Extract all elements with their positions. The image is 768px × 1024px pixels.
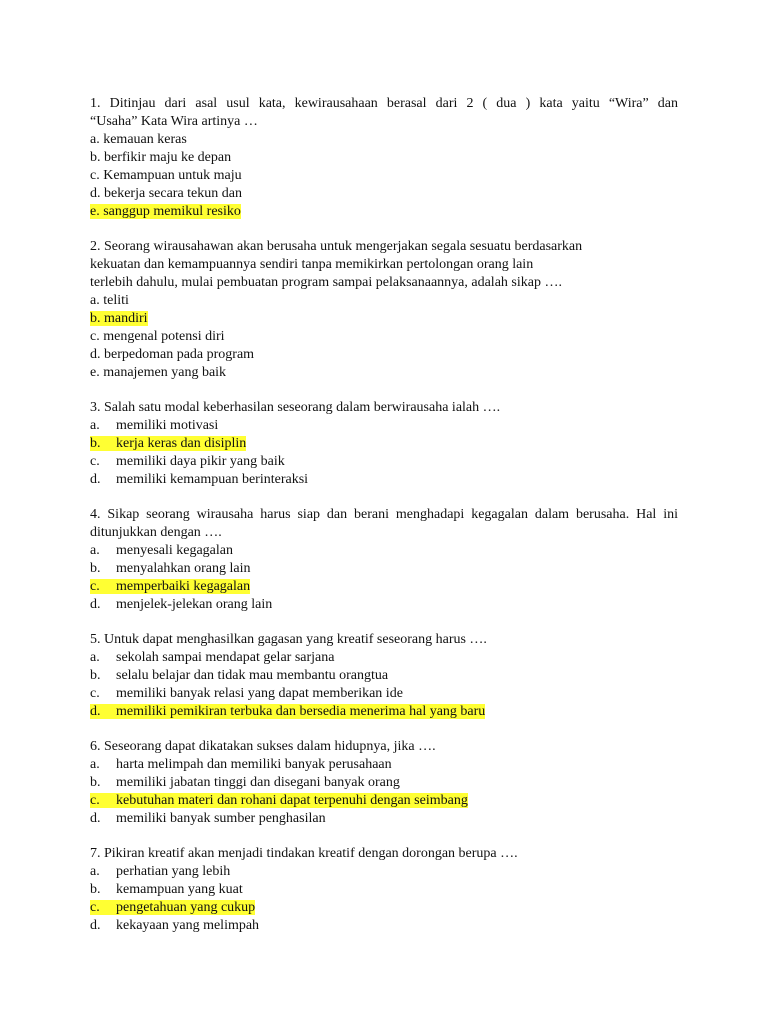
question-stem-line: terlebih dahulu, mulai pembuatan program sampai pelaksanaannya, adalah sikap …. <box>90 275 562 290</box>
question-stem-line: “Usaha” Kata Wira artinya … <box>90 114 258 129</box>
question-stem-line: 7. Pikiran kreatif akan menjadi tindakan kreatif dengan dorongan berupa …. <box>90 846 518 861</box>
option-a: a. memiliki motivasi <box>90 418 219 433</box>
option-c: c. mengenal potensi diri <box>90 329 225 344</box>
option-b: b. berfikir maju ke depan <box>90 150 232 165</box>
option-c: c. memiliki banyak relasi yang dapat memberikan ide <box>90 686 403 701</box>
option-a: a. teliti <box>90 293 129 308</box>
question-4 <box>90 506 678 614</box>
question-5 <box>90 631 678 721</box>
question-7 <box>90 845 678 935</box>
option-a: a. menyesali kegagalan <box>90 543 234 558</box>
option-d: d. kekayaan yang melimpah <box>90 918 260 933</box>
question-stem-line: 1. Ditinjau dari asal usul kata, kewirausahaan berasal dari 2 ( dua ) kata yaitu “Wira” dan <box>90 96 678 111</box>
quiz-page <box>90 95 678 952</box>
option-c: c. Kemampuan untuk maju <box>90 168 242 183</box>
option-e-answer: e. sanggup memikul resiko <box>90 204 241 219</box>
option-d: d. menjelek-jelekan orang lain <box>90 597 273 612</box>
option-d-answer: d. memiliki pemikiran terbuka dan bersedia menerima hal yang baru <box>90 704 486 719</box>
option-a: a. harta melimpah dan memiliki banyak perusahaan <box>90 757 392 772</box>
option-a: a. sekolah sampai mendapat gelar sarjana <box>90 650 335 665</box>
question-1 <box>90 95 678 221</box>
question-stem-line: ditunjukkan dengan …. <box>90 525 222 540</box>
option-c: c. memiliki daya pikir yang baik <box>90 454 285 469</box>
question-stem-line: 4. Sikap seorang wirausaha harus siap dan berani menghadapi kegagalan dalam berusaha. Hal ini <box>90 507 678 522</box>
option-d: d. berpedoman pada program <box>90 347 255 362</box>
question-6 <box>90 738 678 828</box>
option-e: e. manajemen yang baik <box>90 365 227 380</box>
question-2 <box>90 238 678 382</box>
question-3 <box>90 399 678 489</box>
option-d: d. bekerja secara tekun dan <box>90 186 242 201</box>
question-stem-line: 5. Untuk dapat menghasilkan gagasan yang kreatif seseorang harus …. <box>90 632 487 647</box>
option-b-answer: b. kerja keras dan disiplin <box>90 436 247 451</box>
option-c-answer: c. pengetahuan yang cukup <box>90 900 256 915</box>
option-b: b. selalu belajar dan tidak mau membantu orangtua <box>90 668 389 683</box>
option-c-answer: c. kebutuhan materi dan rohani dapat terpenuhi dengan seimbang <box>90 793 468 808</box>
question-stem-line: 3. Salah satu modal keberhasilan seseorang dalam berwirausaha ialah …. <box>90 400 501 415</box>
question-stem-line: 6. Seseorang dapat dikatakan sukses dalam hidupnya, jika …. <box>90 739 436 754</box>
option-b-answer: b. mandiri <box>90 311 148 326</box>
question-stem-line: 2. Seorang wirausahawan akan berusaha untuk mengerjakan segala sesuatu berdasarkan <box>90 239 583 254</box>
option-b: b. kemampuan yang kuat <box>90 882 243 897</box>
option-c-answer: c. memperbaiki kegagalan <box>90 579 251 594</box>
option-d: d. memiliki kemampuan berinteraksi <box>90 472 309 487</box>
option-b: b. memiliki jabatan tinggi dan disegani banyak orang <box>90 775 400 790</box>
option-a: a. perhatian yang lebih <box>90 864 231 879</box>
option-a: a. kemauan keras <box>90 132 187 147</box>
question-stem-line: kekuatan dan kemampuannya sendiri tanpa memikirkan pertolongan orang lain <box>90 257 534 272</box>
option-d: d. memiliki banyak sumber penghasilan <box>90 811 326 826</box>
option-b: b. menyalahkan orang lain <box>90 561 251 576</box>
